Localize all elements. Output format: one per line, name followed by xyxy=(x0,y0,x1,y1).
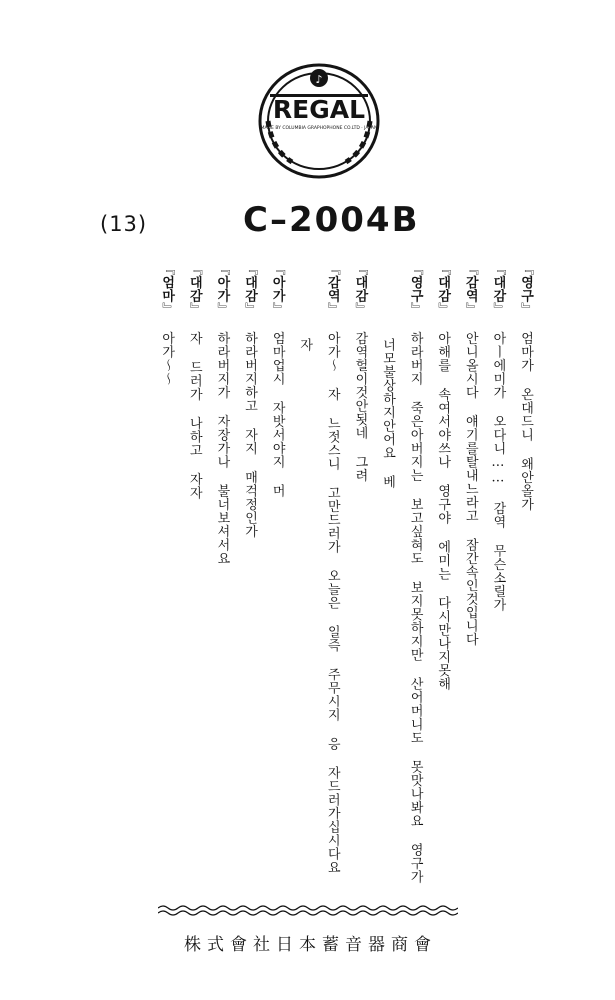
dialogue-text: 감역헐이것안됫네 그려 xyxy=(352,331,368,482)
svg-text:REGAL: REGAL xyxy=(272,95,366,124)
dialogue-text: 엄마업시 자밧서야지 머 xyxy=(269,331,285,498)
speaker-name: 『감역』 xyxy=(462,262,478,316)
dialogue-continuation xyxy=(377,338,397,489)
dialogue-text: 아해를 속여서야쓰나 영구야 에미는 다시만나지못해 xyxy=(435,331,451,691)
dialogue-text: 자 드러가 나하고 자자 xyxy=(186,331,202,500)
dialogue-line xyxy=(405,262,425,884)
speaker-name: 『엄마』 xyxy=(159,262,175,316)
dialogue-text: 아가～ 자 느젓스니 고만드러가 오늘은 일즉 주무시지 응 자드러가십시다요 xyxy=(324,331,340,874)
dialogue-line xyxy=(239,262,259,538)
dialogue-text: 하라버지가 자장가나 불너보셔서요 xyxy=(214,331,230,565)
dialogue-text: 하라버지하고 자지 매걱정인가 xyxy=(242,331,257,538)
svg-text:♪: ♪ xyxy=(315,73,323,86)
catalog-number: C–2004B xyxy=(243,200,420,240)
dialogue-line xyxy=(460,262,480,646)
speaker-name: 『대감』 xyxy=(352,262,368,316)
speaker-name: 『대감』 xyxy=(242,262,257,316)
dialogue-line xyxy=(267,262,287,498)
speaker-name: 『대감』 xyxy=(186,262,202,316)
dialogue-line xyxy=(515,262,535,511)
dialogue-line xyxy=(432,262,452,691)
speaker-name: 『대감』 xyxy=(490,262,506,316)
dialogue-text: 하라버지 죽은아버지는 보고싶혀도 보지못하지만 산어머니도 못맛나봐요 영구가 xyxy=(407,331,423,884)
dialogue-text: 엄마가 온대드니 왜안올가 xyxy=(518,331,533,511)
dialogue-line xyxy=(322,262,342,874)
dialogue-text: 너모불상하지안어요 베 xyxy=(380,338,395,489)
speaker-name: 『아가』 xyxy=(214,262,230,316)
dialogue-text: 아가～～ xyxy=(159,331,175,386)
dialogue-text: 안니올시다 얘기를탈내느라고 잠간속인것입니다 xyxy=(462,331,478,646)
dialogue-line xyxy=(156,262,176,386)
dialogue-text: 자 xyxy=(297,338,313,352)
regal-logo xyxy=(258,62,380,180)
speaker-name: 『감역』 xyxy=(324,262,340,316)
dialogue-line xyxy=(211,262,231,565)
company-name: 株式會社日本蓄音器商會 xyxy=(184,935,437,955)
wavy-divider xyxy=(158,903,458,917)
svg-text:MADE BY COLUMBIA GRAPHOPHONE C: MADE BY COLUMBIA GRAPHOPHONE CO.LTD · JAPAN xyxy=(260,126,378,131)
dialogue-line xyxy=(184,262,204,500)
dialogue-continuation xyxy=(294,338,314,352)
dialogue-line xyxy=(349,262,369,482)
dialogue-line xyxy=(487,262,507,612)
speaker-name: 『대감』 xyxy=(435,262,451,316)
dialogue-text: 아ㅣ에미가 오다니…… 감역 무슨소릴가 xyxy=(490,331,506,612)
speaker-name: 『영구』 xyxy=(518,262,533,316)
speaker-name: 『아가』 xyxy=(269,262,285,316)
page-number: (13) xyxy=(100,212,148,236)
speaker-name: 『영구』 xyxy=(407,262,423,316)
